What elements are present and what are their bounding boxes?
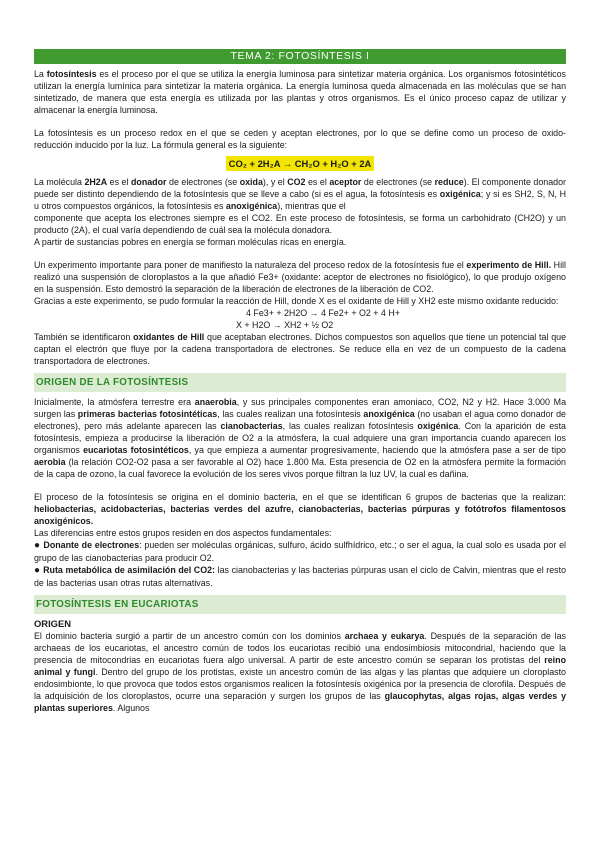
subheading-origen: ORIGEN — [34, 618, 71, 629]
text-run: . Algunos — [112, 703, 150, 713]
bold-text: archaea y eukarya — [344, 631, 425, 641]
text-run: , y sus principales componentes eran amoniaco, CO2, N2 y H2. Hace 3.000 Ma surgen las — [34, 397, 566, 419]
text-run: La molécula — [34, 177, 85, 187]
text-run: . Dentro del grupo de los protistas, existe un ancestro común de las algas y las plantas que adquiere un cloroplasto endosimbionte, lo que provoca que todos estos organismos realicen la fotosíntesis oxigénica por la presencia de clorofila. Después de la adquisición de los cloroplastos, ocurre una separación y surgen los grupos de las — [34, 667, 566, 701]
bold-text: Ruta metabólica de asimilación del CO2: — [43, 565, 216, 575]
page-title: TEMA 2: FOTOSÍNTESIS I — [34, 49, 566, 64]
paragraph — [34, 491, 566, 527]
paragraph — [34, 68, 566, 116]
bold-text: oxida — [239, 177, 263, 187]
section-heading-origen: ORIGEN DE LA FOTOSÍNTESIS — [34, 373, 566, 392]
text-run: A partir de sustancias pobres en energía se forman moléculas ricas en energía. — [34, 237, 347, 247]
bold-text: aerobia — [34, 457, 66, 467]
hill-equation-2: X + H2O → XH2 + ½ O2 — [236, 320, 334, 330]
bold-text: eucariotas fotosintéticos — [83, 445, 189, 455]
bold-text: oxidantes de Hill — [133, 332, 205, 342]
text-run: ), y el — [262, 177, 288, 187]
bold-text: oxigénica — [439, 189, 481, 199]
text-run: : pueden ser moléculas orgánicas, sulfuro, ácido sulfhídrico, etc.; o ser el agua, la cual solo es usada por el grupo de las cianobacterias para producir O2. — [34, 540, 566, 563]
text-run: Las diferencias entre estos grupos residen en dos aspectos fundamentales: — [34, 528, 332, 538]
paragraph — [34, 236, 566, 248]
paragraph — [34, 331, 566, 367]
text-run: El dominio bacteria surgió a partir de un ancestro común con los dominios — [34, 631, 345, 641]
bold-text: donador — [130, 177, 167, 187]
bold-text: anoxigénica — [363, 409, 415, 419]
bullet-icon: ● — [34, 565, 44, 576]
text-run: Un experimento importante para poner de manifiesto la naturaleza del proceso redox de la fotosíntesis fue el — [34, 260, 467, 270]
text-run: es el — [305, 177, 330, 187]
bold-text: reduce — [434, 177, 464, 187]
text-run: es el proceso por el que se utiliza la energía luminosa para sintetizar materia orgánica. Los organismos fotosintéticos utilizan la energía lumínica para sintetizar la materia orgánica. La energía luminosa queda almacenada en las moléculas que se han sintetizado, de manera que esta energía es utilizada por las plantas y otros organismos. Es el único proceso capaz de utilizar y almacenar la energía luminosa. — [34, 69, 566, 115]
text-run: . Con la aparición de esta fotosíntesis, empieza a producirse la liberación de O2 a la atmósfera, la cual adquiere una gran importancia cuando aparecen los organismos — [34, 421, 566, 455]
paragraph — [34, 259, 566, 295]
bold-text: anoxigénica — [225, 201, 278, 211]
paragraph — [34, 630, 566, 714]
paragraph — [34, 396, 566, 480]
text-run: de electrones (se — [166, 177, 240, 187]
paragraph — [34, 127, 566, 151]
bold-text: glaucophytas, algas rojas, algas verdes y plantas superiores — [34, 691, 567, 713]
text-run: , las cuales realizan fotosíntesis — [282, 421, 418, 431]
document-content — [34, 49, 566, 714]
bold-text: oxigénica — [417, 421, 459, 431]
paragraph — [34, 212, 566, 236]
text-run: , las cuales realizan una fotosíntesis — [217, 409, 364, 419]
text-run: componente que acepta los electrones siempre es el CO2. En este proceso de fotosíntesis, se forma un carbohidrato (CH2O) y un producto (2A), el cual varía dependiendo de cuál sea la molécula donadora. — [34, 213, 566, 235]
formula-block — [34, 154, 566, 172]
bold-text: anaerobia — [194, 397, 237, 407]
bullet-icon: ● — [34, 540, 44, 551]
text-run: La fotosíntesis es un proceso redox en el que se ceden y aceptan electrones, por lo que se define como un proceso de oxido-reducción inducido por la luz. La fórmula general es la siguiente: — [34, 128, 566, 150]
hill-equation-1: 4 Fe3+ + 2H2O → 4 Fe2+ + O2 + 4 H+ — [246, 308, 400, 318]
bullet-item — [34, 539, 566, 564]
text-run: (la relación CO2-O2 pasa a ser favorable al O2) hace 1.800 Ma. Esta presencia de O2 en la atmósfera permite la formación de la capa de ozono, la cual favorece la evolución de los seres vivos porque filtran la luz UV, la cual es dañina. — [34, 457, 566, 479]
bullet-item — [34, 564, 566, 589]
bold-text: fotosíntesis — [46, 69, 97, 79]
text-run: , ya que empieza a aumentar progresivamente, haciendo que la atmósfera pase a ser de tipo — [188, 445, 566, 455]
text-run: . Después de la separación de las archaeas de los eucariotas, el ancestro común de todos los eucariotas recibió una endosimbiosis mitocondrial, haciendo que la presencia de mitocondrias en eucariotas fuera algo universal. A partir de este ancestro común se separan los protistas del — [34, 631, 566, 665]
text-run: Gracias a este experimento, se pudo formular la reacción de Hill, donde X es el oxidante de Hill y XH2 este mismo oxidante reducido: — [34, 296, 559, 306]
text-run: La — [34, 69, 47, 79]
general-formula: CO₂ + 2H₂A → CH₂O + H₂O + 2A — [226, 156, 375, 171]
text-run: de electrones (se — [361, 177, 435, 187]
text-run: El proceso de la fotosíntesis se origina en el dominio bacteria, en el que se identifican 6 grupos de bacterias que la realizan: — [34, 492, 566, 502]
text-run: Inicialmente, la atmósfera terrestre era — [34, 397, 195, 407]
text-run: (no usaban el agua como donador de electrones), pero más adelante aparecen las — [34, 409, 566, 431]
bold-text: cianobacterias — [220, 421, 283, 431]
bold-text: Donante de electrones — [43, 540, 140, 550]
text-run: las cianobacterias y las bacterias púrpuras usan el ciclo de Calvin, mientras que el resto de las bacterias usan otras rutas alternativas. — [34, 565, 567, 588]
paragraph — [34, 176, 566, 212]
text-run: es el — [107, 177, 131, 187]
bold-text: CO2 — [287, 177, 306, 187]
paragraph — [34, 295, 566, 307]
text-run: que aceptaban electrones. Dichos compuestos son aquellos que tiene un potencial tal que captan el electrón que fluye por la cadena transportadora de electrones. Se reduce ella en vez de un compuesto de la cadena transportadora de electrones. — [34, 332, 567, 366]
bold-text: experimento de Hill. — [466, 260, 552, 270]
bold-text: primeras bacterias fotosintéticas — [77, 409, 218, 419]
bold-text: reino animal y fungi — [34, 655, 566, 677]
bold-text: aceptor — [329, 177, 362, 187]
section-heading-eucariotas: FOTOSÍNTESIS EN EUCARIOTAS — [34, 595, 566, 614]
bold-text: heliobacterias, acidobacterias, bacterias verdes del azufre, cianobacterias, bacterias púrpuras y fotótrofos filamentosos anoxigénicos. — [34, 504, 566, 526]
text-run: También se identificaron — [34, 332, 134, 342]
text-run: ), mientras que el — [277, 201, 346, 211]
text-run: ). El componente donador puede ser distinto dependiendo de la fotosíntesis que se lleve a cabo (si es el agua, la fotosíntesis es — [34, 177, 566, 199]
bold-text: 2H2A — [84, 177, 108, 187]
paragraph — [34, 527, 566, 539]
text-run: Hill realizó una suspensión de cloroplastos a la que añadió Fe3+ (oxidante: aceptor de electrones no fisiológico), lo que produjo oxígeno en la suspensión. Esto demostró la separación de la liberación de electrones de la liberación de CO2. — [34, 260, 566, 294]
text-run: ; y si es SH2, S, N, H u otros compuestos orgánicos, la fotosíntesis es — [34, 189, 566, 211]
